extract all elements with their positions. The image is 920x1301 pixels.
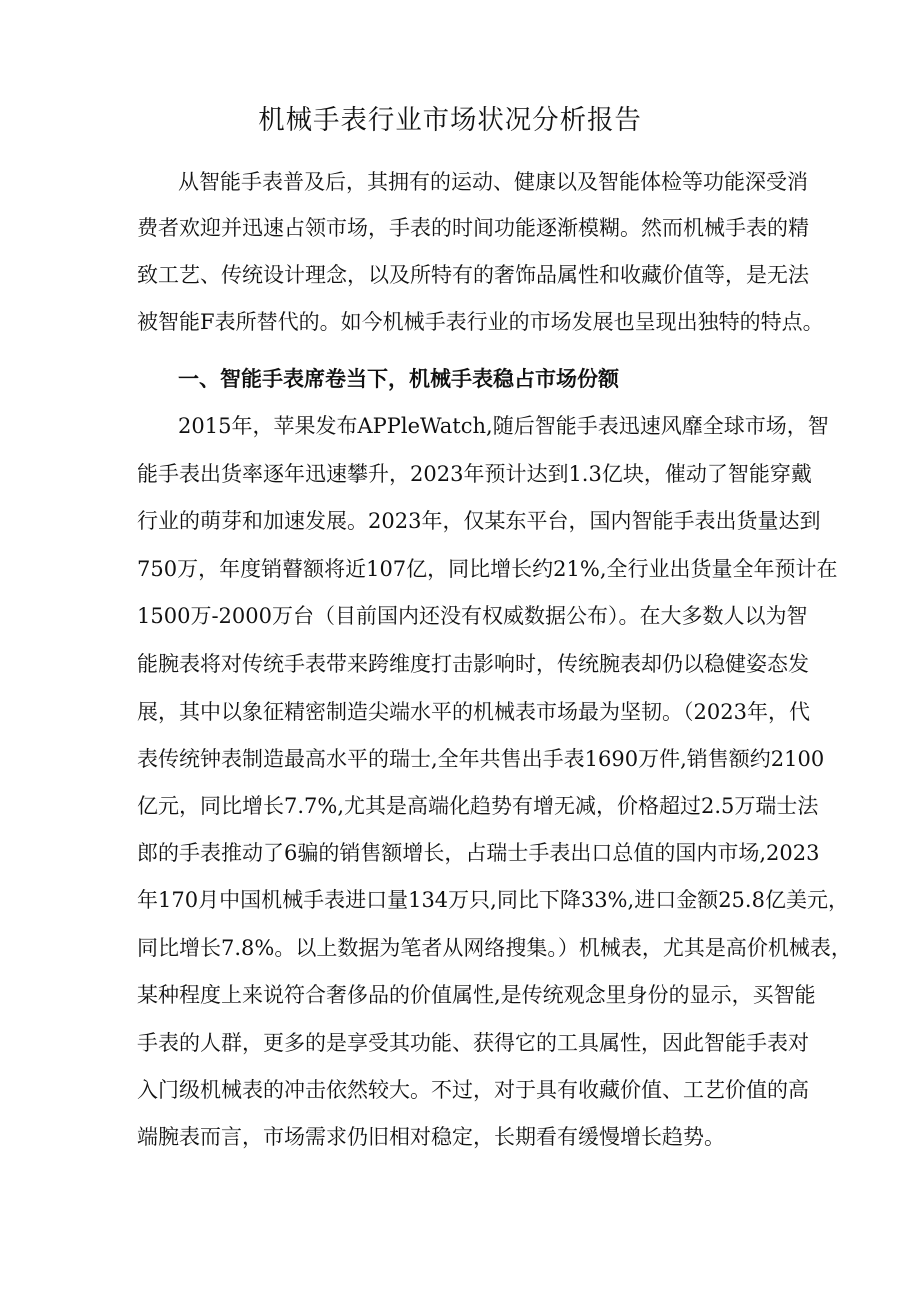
body-line-10: 郎的手表推动了6骗的销售额增长，占瑞士手表出口总值的国内市场,2023 <box>137 841 820 865</box>
intro-line-3: 致工艺、传统设计理念，以及所特有的奢饰品属性和收藏价值等，是无法 <box>137 263 809 287</box>
body-line-12: 同比增长7.8%。以上数据为笔者从网络搜集。）机械表，尤其是高价机械表， <box>137 936 852 960</box>
body-line-16: 端腕表而言，市场需求仍旧相对稳定，长期看有缓慢增长趋势。 <box>137 1125 725 1149</box>
intro-line-4: 被智能F表所替代的。如今机械手表行业的市场发展也呈现出独特的特点。 <box>137 310 824 334</box>
body-line-11: 年170月中国机械手表进口量134万只,同比下降33%,进口金额25.8亿美元， <box>137 888 849 912</box>
section-heading-1: 一、智能手表席卷当下，机械手表稳占市场份额 <box>178 367 619 391</box>
body-line-5: 1500万-2000万台（目前国内还没有权威数据公布）。在大多数人以为智 <box>137 604 808 628</box>
body-line-3: 行业的萌芽和加速发展。2023年，仅某东平台，国内智能手表出货量达到 <box>137 509 821 533</box>
body-line-13: 某种程度上来说符合奢侈品的价值属性,是传统观念里身份的显示，买智能 <box>137 983 816 1007</box>
document-title: 机械手表行业市场状况分析报告 <box>258 105 642 136</box>
body-line-2: 能手表出货率逐年迅速攀升，2023年预计达到1.3亿块，催动了智能穿戴 <box>137 462 812 486</box>
intro-line-2: 费者欢迎并迅速占领市场，手表的时间功能逐渐模糊。然而机械手表的精 <box>137 216 809 240</box>
body-line-6: 能腕表将对传统手表带来跨维度打击影响时，传统腕表却仍以稳健姿态发 <box>137 652 809 676</box>
body-line-9: 亿元，同比增长7.7%,尤其是高端化趋势有增无减，价格超过2.5万瑞士法 <box>137 794 819 818</box>
intro-line-1: 从智能手表普及后，其拥有的运动、健康以及智能体检等功能深受消 <box>178 170 808 194</box>
body-line-4: 750万，年度销瞽额将近107亿，同比增长约21%,全行业出货量全年预计在 <box>137 557 838 581</box>
body-line-7: 展，其中以象征精密制造尖端水平的机械表市场最为坚韧。（2023年，代 <box>137 700 810 724</box>
body-line-1: 2015年，苹果发布APPleWatch,随后智能手表迅速风靡全球市场，智 <box>178 414 829 438</box>
body-line-15: 入门级机械表的冲击依然较大。不过，对于具有收藏价值、工艺价值的高 <box>137 1078 809 1102</box>
body-line-8: 表传统钟表制造最高水平的瑞士,全年共售出手表1690万件,销售额约2100 <box>137 747 825 771</box>
body-line-14: 手表的人群，更多的是享受其功能、获得它的工具属性，因此智能手表对 <box>137 1031 809 1055</box>
